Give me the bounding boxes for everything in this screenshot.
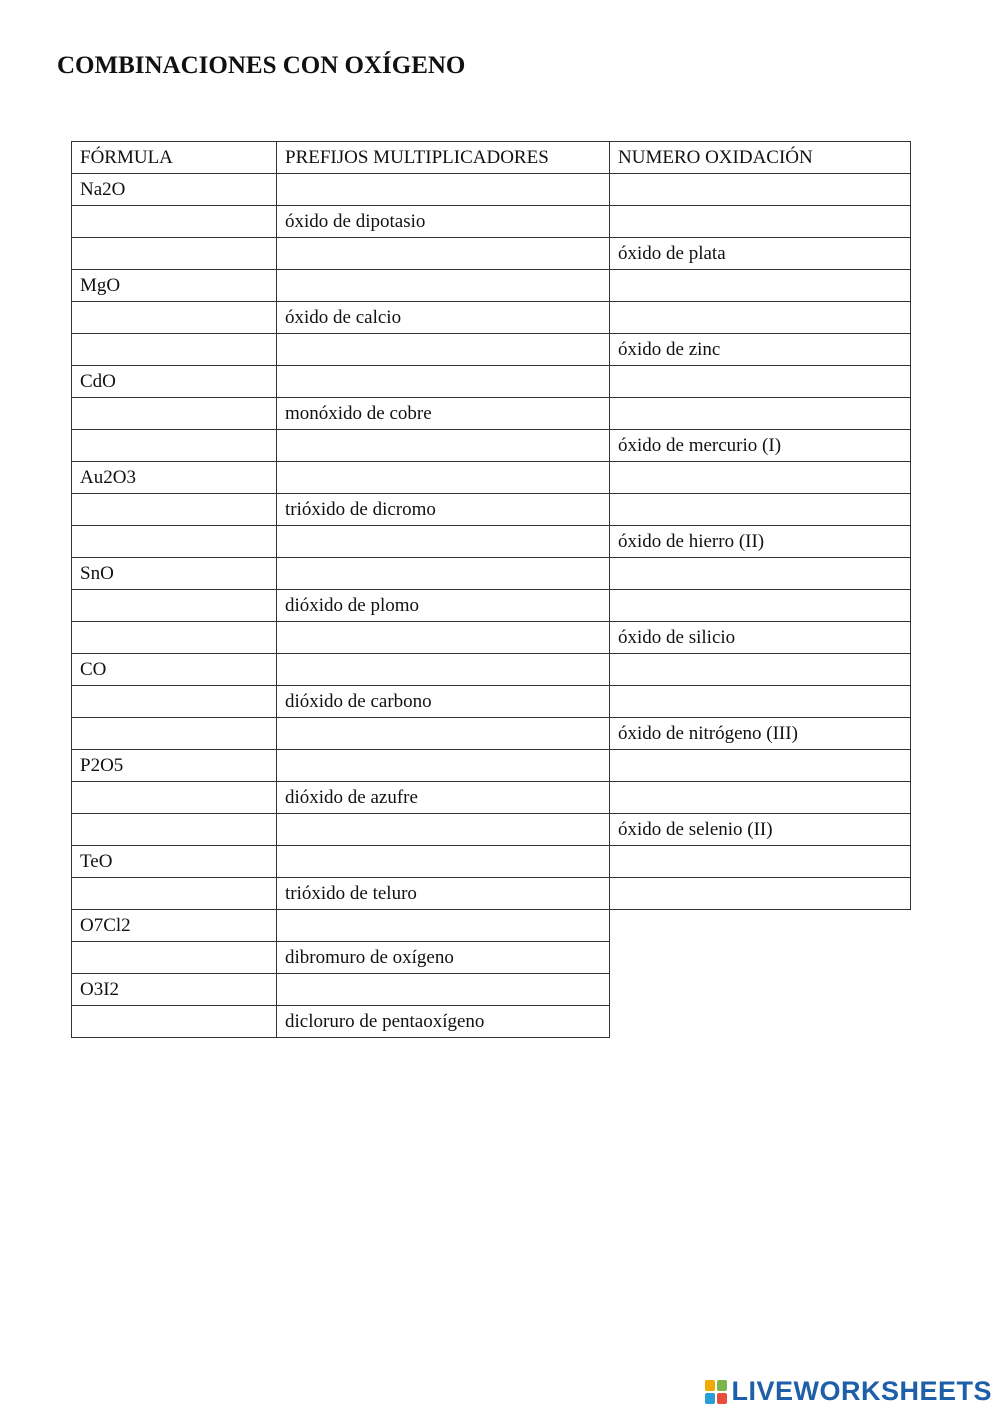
- prefix-name-cell[interactable]: [277, 366, 610, 398]
- prefix-name-cell: dióxido de plomo: [277, 590, 610, 622]
- table-row: [72, 206, 911, 238]
- prefix-name-cell[interactable]: [277, 270, 610, 302]
- prefix-name-cell[interactable]: [277, 334, 610, 366]
- table-row: [72, 718, 911, 750]
- prefix-name-cell[interactable]: [277, 526, 610, 558]
- table-row: [72, 910, 911, 942]
- prefix-name-cell: óxido de calcio: [277, 302, 610, 334]
- table-row: [72, 750, 911, 782]
- table-row: [72, 814, 911, 846]
- oxidation-name-cell: óxido de plata: [610, 238, 911, 270]
- table-row: [72, 974, 911, 1006]
- header-oxidation: NUMERO OXIDACIÓN: [610, 142, 911, 174]
- prefix-name-cell[interactable]: [277, 750, 610, 782]
- formula-cell[interactable]: [72, 718, 277, 750]
- prefix-name-cell[interactable]: [277, 238, 610, 270]
- oxidation-name-cell: óxido de mercurio (I): [610, 430, 911, 462]
- formula-cell[interactable]: [72, 238, 277, 270]
- no-cell: [610, 910, 911, 942]
- oxidation-name-cell[interactable]: [610, 174, 911, 206]
- oxidation-name-cell[interactable]: [610, 270, 911, 302]
- table-row: [72, 430, 911, 462]
- logo-square-4: [717, 1393, 727, 1404]
- oxidation-name-cell[interactable]: [610, 590, 911, 622]
- table-row: [72, 558, 911, 590]
- oxidation-name-cell[interactable]: [610, 878, 911, 910]
- no-cell: [610, 942, 911, 974]
- formula-cell: TeO: [72, 846, 277, 878]
- prefix-name-cell: trióxido de dicromo: [277, 494, 610, 526]
- page-title: COMBINACIONES CON OXÍGENO: [57, 52, 466, 79]
- oxidation-name-cell[interactable]: [610, 846, 911, 878]
- formula-cell: SnO: [72, 558, 277, 590]
- oxidation-name-cell[interactable]: [610, 206, 911, 238]
- prefix-name-cell[interactable]: [277, 814, 610, 846]
- prefix-name-cell: óxido de dipotasio: [277, 206, 610, 238]
- oxidation-name-cell[interactable]: [610, 494, 911, 526]
- prefix-name-cell[interactable]: [277, 718, 610, 750]
- formula-cell[interactable]: [72, 334, 277, 366]
- formula-cell[interactable]: [72, 814, 277, 846]
- formula-cell[interactable]: [72, 206, 277, 238]
- table-row: [72, 302, 911, 334]
- prefix-name-cell: dióxido de azufre: [277, 782, 610, 814]
- table-body: [72, 174, 911, 1038]
- formula-cell: Au2O3: [72, 462, 277, 494]
- oxidation-name-cell[interactable]: [610, 654, 911, 686]
- formula-cell[interactable]: [72, 622, 277, 654]
- formula-cell[interactable]: [72, 398, 277, 430]
- header-prefix: PREFIJOS MULTIPLICADORES: [277, 142, 610, 174]
- table-row: [72, 1006, 911, 1038]
- logo-square-2: [717, 1380, 727, 1391]
- prefix-name-cell[interactable]: [277, 174, 610, 206]
- oxidation-name-cell[interactable]: [610, 398, 911, 430]
- logo-square-1: [705, 1380, 715, 1391]
- table-row: [72, 622, 911, 654]
- logo-square-3: [705, 1393, 715, 1404]
- oxidation-name-cell[interactable]: [610, 366, 911, 398]
- prefix-name-cell[interactable]: [277, 622, 610, 654]
- table-row: [72, 590, 911, 622]
- table-row: [72, 494, 911, 526]
- prefix-name-cell[interactable]: [277, 654, 610, 686]
- oxidation-name-cell: óxido de zinc: [610, 334, 911, 366]
- table-row: [72, 878, 911, 910]
- oxidation-name-cell: óxido de silicio: [610, 622, 911, 654]
- formula-cell[interactable]: [72, 494, 277, 526]
- oxidation-name-cell: óxido de nitrógeno (III): [610, 718, 911, 750]
- formula-cell[interactable]: [72, 1006, 277, 1038]
- formula-cell: Na2O: [72, 174, 277, 206]
- prefix-name-cell[interactable]: [277, 910, 610, 942]
- prefix-name-cell[interactable]: [277, 846, 610, 878]
- prefix-name-cell[interactable]: [277, 974, 610, 1006]
- prefix-name-cell: monóxido de cobre: [277, 398, 610, 430]
- table-row: [72, 526, 911, 558]
- no-cell: [610, 1006, 911, 1038]
- liveworksheets-logo-icon: [705, 1380, 727, 1404]
- formula-cell: P2O5: [72, 750, 277, 782]
- table-row: [72, 270, 911, 302]
- oxidation-name-cell[interactable]: [610, 302, 911, 334]
- formula-cell[interactable]: [72, 526, 277, 558]
- table-header-row: [72, 142, 911, 174]
- formula-cell[interactable]: [72, 942, 277, 974]
- table-row: [72, 366, 911, 398]
- formula-cell[interactable]: [72, 878, 277, 910]
- oxidation-name-cell: óxido de selenio (II): [610, 814, 911, 846]
- header-formula: FÓRMULA: [72, 142, 277, 174]
- prefix-name-cell[interactable]: [277, 558, 610, 590]
- prefix-name-cell: dicloruro de pentaoxígeno: [277, 1006, 610, 1038]
- formula-cell: CO: [72, 654, 277, 686]
- formula-cell[interactable]: [72, 302, 277, 334]
- oxidation-name-cell[interactable]: [610, 686, 911, 718]
- formula-cell: O3I2: [72, 974, 277, 1006]
- oxidation-name-cell[interactable]: [610, 782, 911, 814]
- no-cell: [610, 974, 911, 1006]
- formula-cell: CdO: [72, 366, 277, 398]
- table-row: [72, 942, 911, 974]
- formula-cell: MgO: [72, 270, 277, 302]
- formula-cell[interactable]: [72, 686, 277, 718]
- table-row: [72, 686, 911, 718]
- formula-cell: O7Cl2: [72, 910, 277, 942]
- table-row: [72, 334, 911, 366]
- oxidation-name-cell[interactable]: [610, 462, 911, 494]
- table-row: [72, 782, 911, 814]
- prefix-name-cell: dióxido de carbono: [277, 686, 610, 718]
- logo-text: LIVEWORKSHEETS: [731, 1376, 992, 1406]
- table-row: [72, 654, 911, 686]
- table-row: [72, 462, 911, 494]
- prefix-name-cell[interactable]: [277, 462, 610, 494]
- table-row: [72, 174, 911, 206]
- table-row: [72, 398, 911, 430]
- liveworksheets-logo: [705, 1376, 992, 1407]
- prefix-name-cell: dibromuro de oxígeno: [277, 942, 610, 974]
- oxidation-name-cell[interactable]: [610, 558, 911, 590]
- prefix-name-cell: trióxido de teluro: [277, 878, 610, 910]
- oxidation-name-cell: óxido de hierro (II): [610, 526, 911, 558]
- table-row: [72, 238, 911, 270]
- oxidation-name-cell[interactable]: [610, 750, 911, 782]
- prefix-name-cell[interactable]: [277, 430, 610, 462]
- oxygen-compounds-table: [71, 141, 911, 1038]
- formula-cell[interactable]: [72, 590, 277, 622]
- formula-cell[interactable]: [72, 782, 277, 814]
- table-row: [72, 846, 911, 878]
- formula-cell[interactable]: [72, 430, 277, 462]
